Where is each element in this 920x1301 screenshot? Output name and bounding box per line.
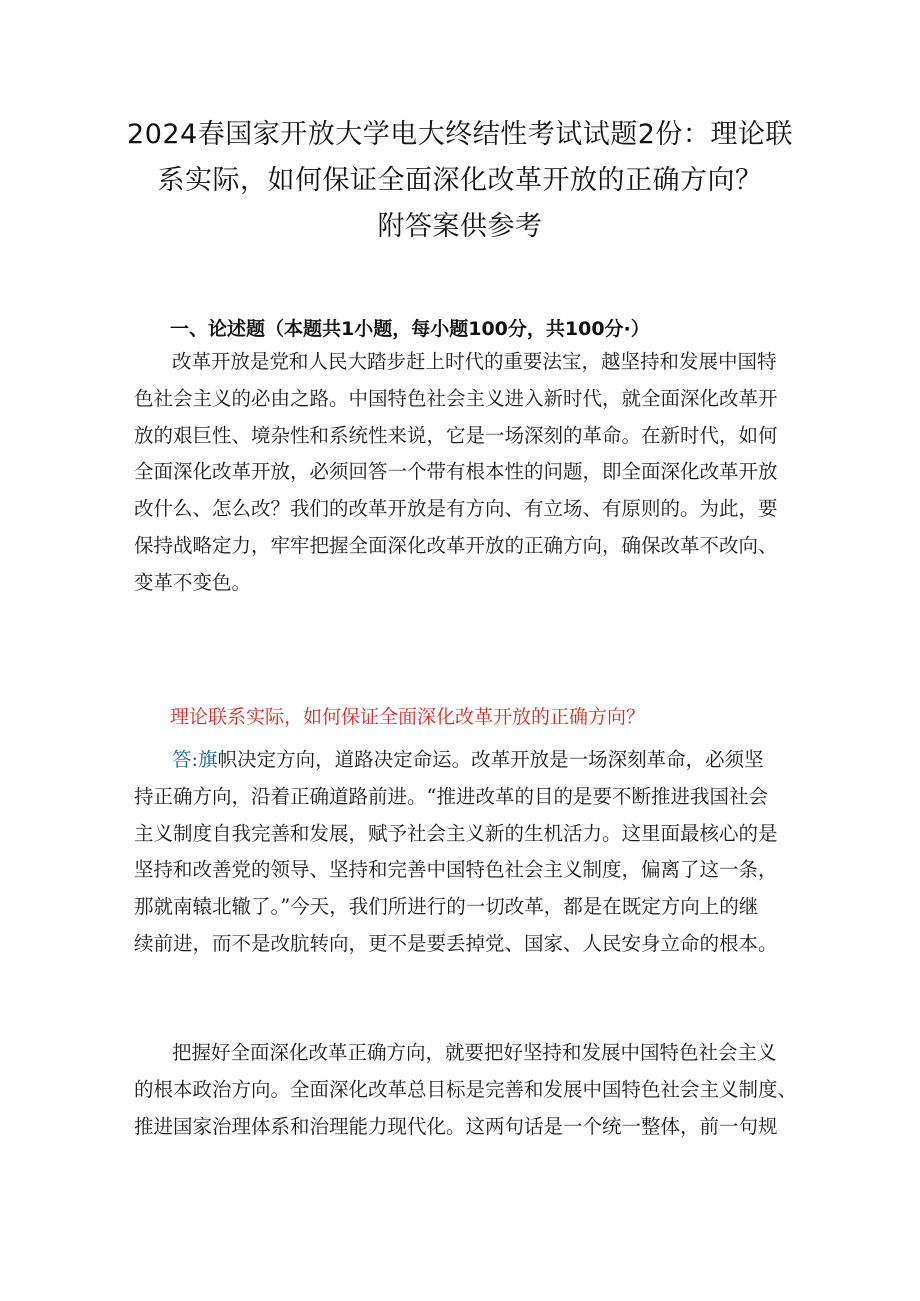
document-title — [110, 112, 810, 250]
intro-line: 放的艰巨性、境杂性和系统性来说，它是一场深刻的革命。在新时代，如何 — [134, 423, 778, 447]
answer-label: 答:旗 — [172, 748, 218, 771]
paragraph-3 — [134, 1035, 798, 1145]
question-heading: 理论联系实际，如何保证全面深化改革开放的正确方向？ — [170, 706, 646, 728]
answer-first-line — [134, 742, 794, 779]
answer-first-line-text: 帜决定方向，道路决定命运。改革开放是一场深刻革命，必须坚 — [217, 748, 764, 771]
intro-line: 改什么、怎么改？我们的改革开放是有方向、有立场、有原则的。为此，要 — [134, 497, 778, 521]
intro-line: 全面深化改革开放，必须回答一个带有根本性的问题，即全面深化改革开放 — [134, 460, 778, 484]
para3-line: 把握好全面深化改革正确方向，就要把好坚持和发展中国特色社会主义 — [172, 1041, 777, 1064]
title-line-2: 系实际，如何保证全面深化改革开放的正确方向？ — [157, 165, 763, 196]
section-heading: 一、论述题（本题共1小题，每小题100分，共100分·） — [170, 318, 650, 340]
answer-line: 持正确方向，沿着正确道路前进。“推进改革的目的是要不断推进我国社会 — [134, 784, 768, 808]
intro-line: 改革开放是党和人民大踏步赶上时代的重要法宝，越坚持和发展中国特 — [172, 350, 777, 373]
answer-line: 坚持和改善党的领导、坚持和完善中国特色社会主义制度，偏离了这一条， — [134, 858, 778, 882]
title-line-3: 附答案供参考 — [377, 211, 543, 242]
intro-paragraph — [134, 344, 794, 602]
answer-line: 主义制度自我完善和发展，赋予社会主义新的生机活力。这里面最核心的是 — [134, 821, 778, 845]
para3-line: 的根本政治方向。全面深化改革总目标是完善和发展中国特色社会主义制度、 — [134, 1077, 798, 1101]
title-line-1: 2024春国家开放大学电大终结性考试试题2份：理论联 — [127, 119, 793, 150]
intro-line: 色社会主义的必由之路。中国特色社会主义进入新时代，就全面深化改革开 — [134, 386, 778, 410]
intro-line: 变革不变色。 — [134, 570, 252, 594]
intro-line: 保持战略定力，牢牢把握全面深化改革开放的正确方向，确保改革不改向、 — [134, 533, 778, 557]
answer-line: 续前进，而不是改肮转向，更不是要丢掉党、国家、人民安身立命的根本。 — [134, 931, 778, 955]
para3-line: 推进国家治理体系和治理能力现代化。这两句话是一个统一整体，前一句规 — [134, 1114, 778, 1138]
answer-line: 那就南辕北辙了。”今天，我们所进行的一切改革，都是在既定方向上的继 — [134, 895, 759, 919]
answer-paragraph — [134, 742, 794, 963]
